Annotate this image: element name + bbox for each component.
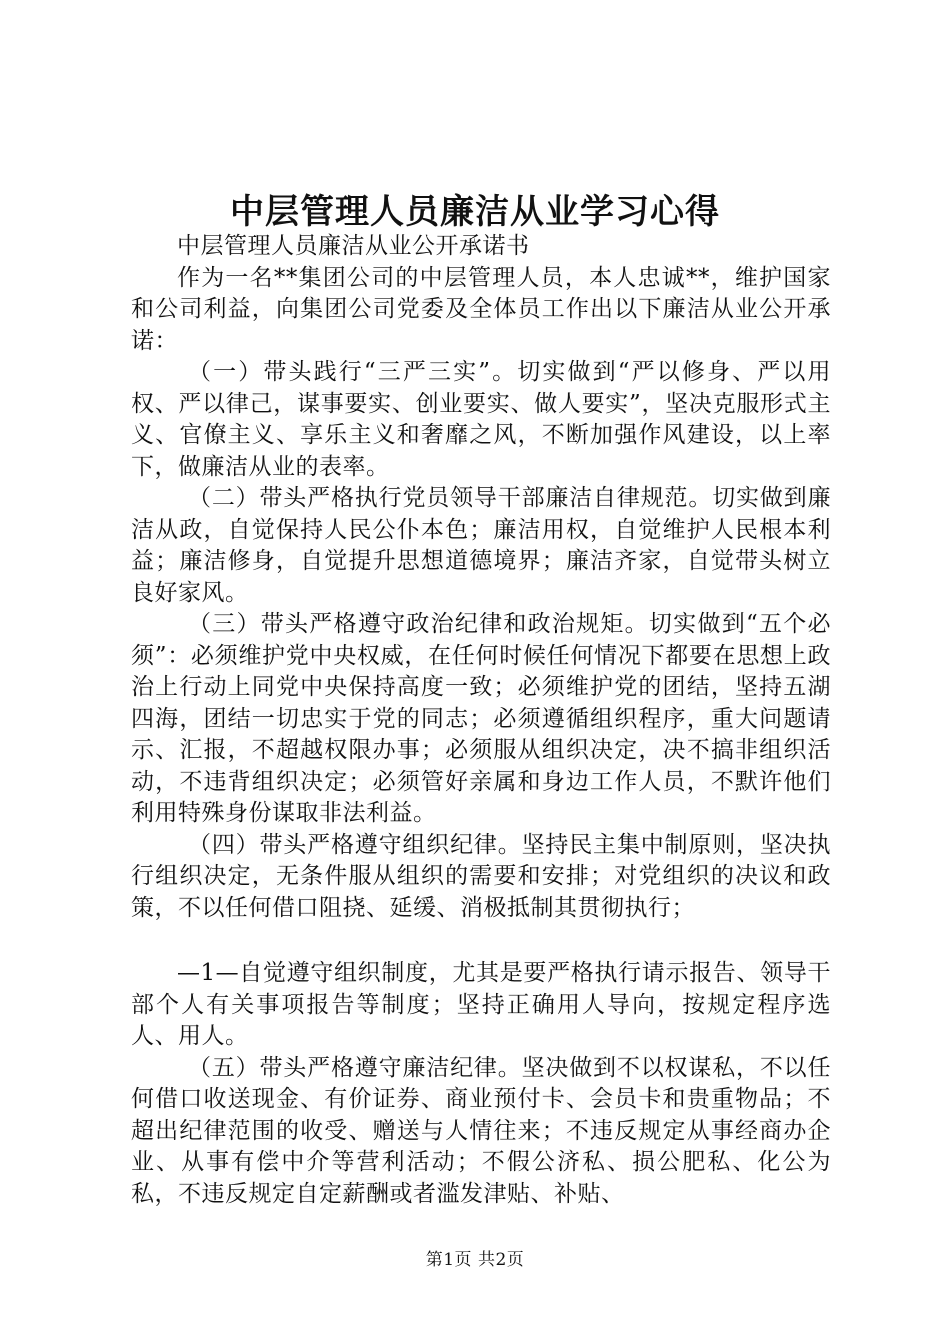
paragraph-item-3: （三）带头严格遵守政治纪律和政治规矩。切实做到“五个必须”：必须维护党中央权威，在任何时候任何情况下都要在思想上政治上行动上同党中央保持高度一致；必须维护党的团结，坚持五湖四海，团结一切忠实于党的同志；必须遵循组织程序，重大问题请示、汇报，不超越权限办事；必须服从组织决定，决不搞非组织活动，不违背组织决定；必须管好亲属和身边工作人员，不默许他们利用特殊身份谋取非法利益。 <box>131 611 831 826</box>
paragraph-gap <box>131 924 831 958</box>
paragraph-item-1: （一）带头践行“三严三实”。切实做到“严以修身、严以用权、严以律己，谋事要实、创业要实、做人要实”，坚决克服形式主义、官僚主义、享乐主义和奢靡之风，不断加强作风建设，以上率下，做廉洁从业的表率。 <box>131 359 831 480</box>
paragraph-item-4: （四）带头严格遵守组织纪律。坚持民主集中制原则，坚决执行组织决定，无条件服从组织的需要和安排；对党组织的决议和政策，不以任何借口阻挠、延缓、消极抵制其贯彻执行； <box>131 831 831 921</box>
paragraph-intro: 作为一名**集团公司的中层管理人员，本人忠诚**，维护国家和公司利益，向集团公司党委及全体员工作出以下廉洁从业公开承诺： <box>131 264 831 354</box>
paragraph-continuation: —1—自觉遵守组织制度，尤其是要严格执行请示报告、领导干部个人有关事项报告等制度；坚持正确用人导向，按规定程序选人、用人。 <box>131 960 831 1049</box>
page-number-footer: 第1页 共2页 <box>425 1250 525 1270</box>
document-title: 中层管理人员廉洁从业学习心得 <box>230 192 720 232</box>
document-subtitle: 中层管理人员廉洁从业公开承诺书 <box>177 233 530 259</box>
paragraph-item-5: （五）带头严格遵守廉洁纪律。坚决做到不以权谋私，不以任何借口收送现金、有价证券、商业预付卡、会员卡和贵重物品；不超出纪律范围的收受、赠送与人情往来；不违反规定从事经商办企业、从事有偿中介等营利活动；不假公济私、损公肥私、化公为私，不违反规定自定薪酬或者滥发津贴、补贴、 <box>131 1054 831 1207</box>
document-body <box>131 231 831 1210</box>
paragraph-item-2: （二）带头严格执行党员领导干部廉洁自律规范。切实做到廉洁从政，自觉保持人民公仆本色；廉洁用权，自觉维护人民根本利益；廉洁修身，自觉提升思想道德境界；廉洁齐家，自觉带头树立良好家风。 <box>131 485 831 606</box>
